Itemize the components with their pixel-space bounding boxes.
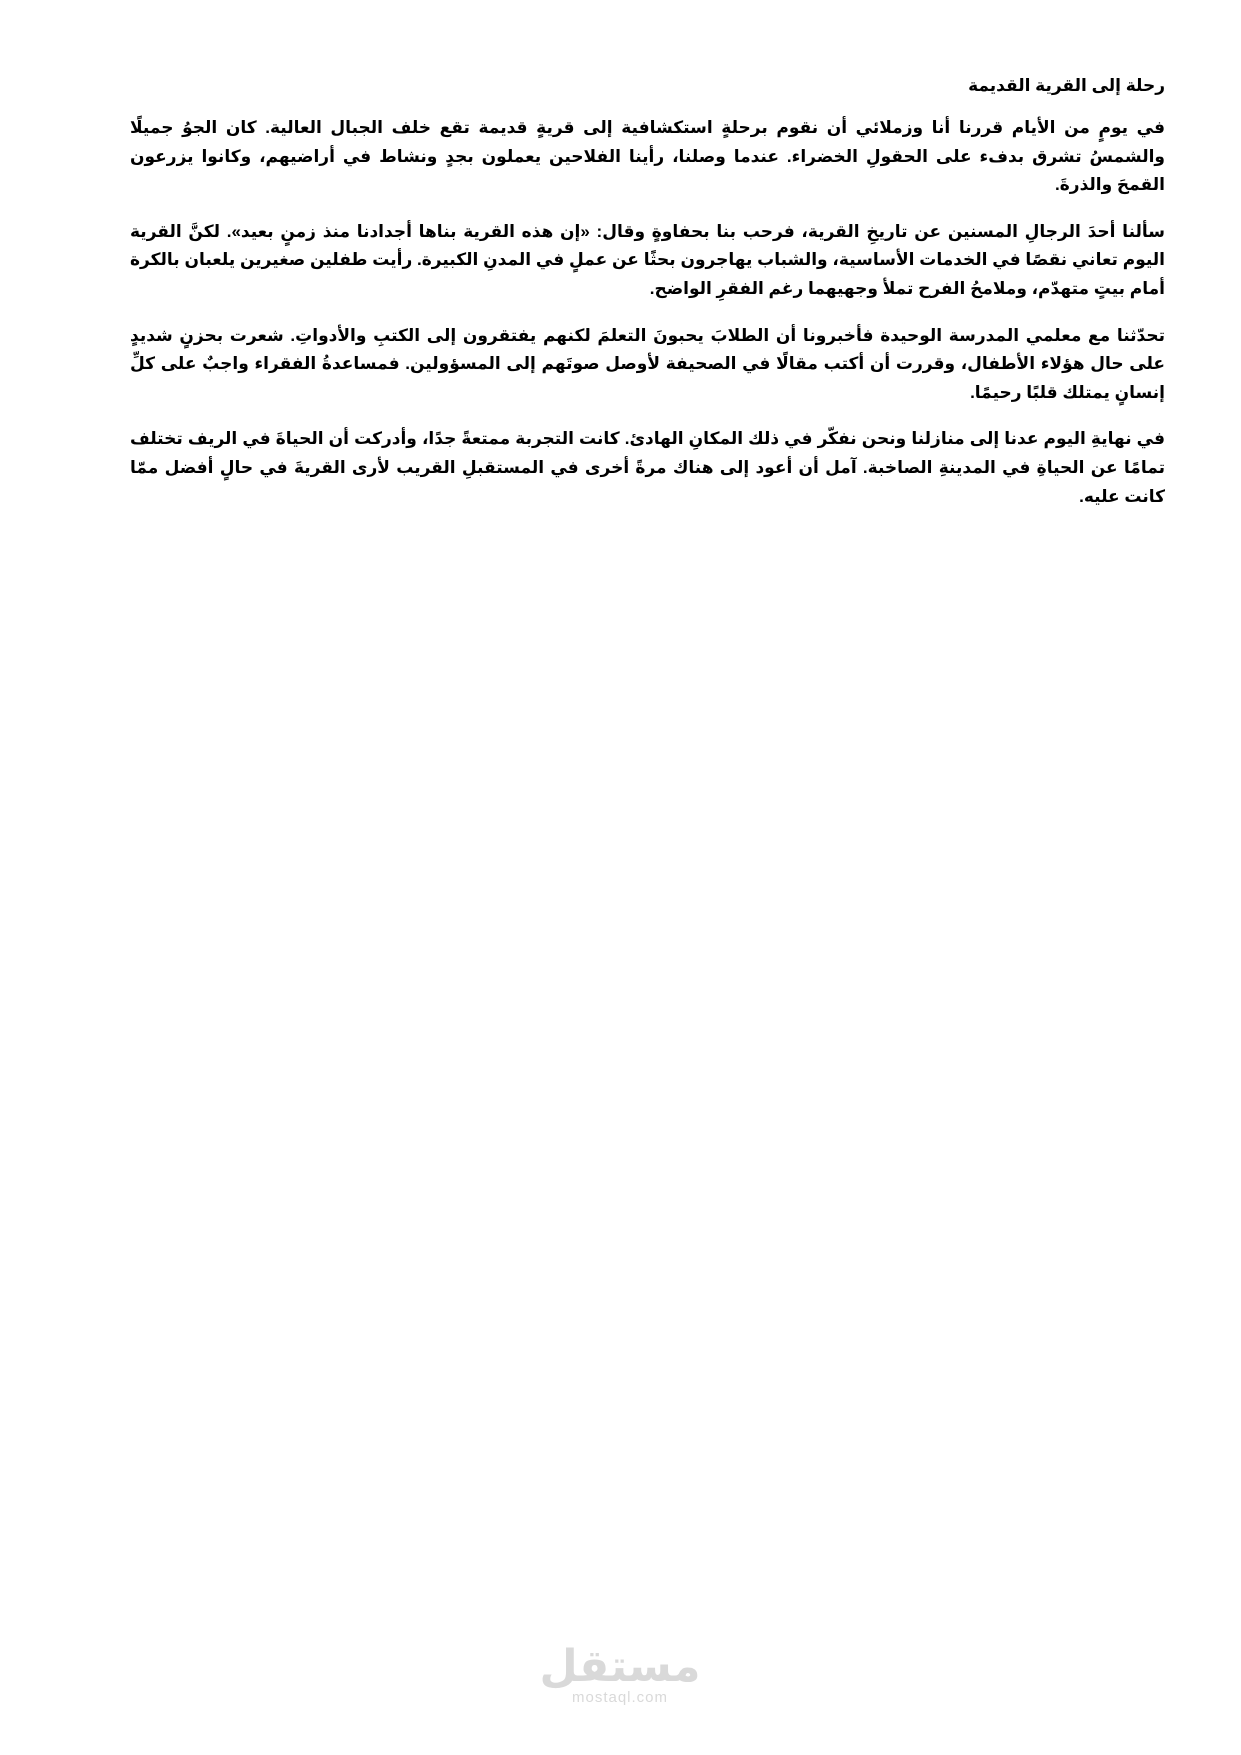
paragraph-3: تحدّثنا مع معلمي المدرسة الوحيدة فأخبرونا أن الطلابَ يحبونَ التعلمَ لكنهم يفتقرون إلى الكتبِ والأدواتِ. شعرت بحزنٍ شديدٍ على حال هؤلاء الأطفال، وقررت أن أكتب مقالًا في الصحيفة لأوصل صوتَهم إلى المسؤولين. فمساعدةُ الفقراء واجبٌ على كلِّ إنسانٍ يمتلك قلبًا رحيمًا.	[130, 325, 1166, 402]
paragraph-2: سألنا أحدَ الرجالِ المسنين عن تاريخِ القرية، فرحب بنا بحفاوةٍ وقال: «إن هذه القرية بناها أجدادنا منذ زمنٍ بعيد». لكنَّ القرية اليوم تعاني نقصًا في الخدمات الأساسية، والشباب يهاجرون بحثًا عن عملٍ في المدنِ الكبيرة. رأيت طفلين صغيرين يلعبان بالكرة أمام بيتٍ متهدّم، وملامحُ الفرح تملأ وجهيهما رغم الفقرِ الواضح.	[130, 221, 1165, 298]
document-title: رحلة إلى القرية القديمة	[968, 76, 1165, 95]
document-body	[130, 72, 1165, 529]
watermark-url: mostaql.com	[571, 1689, 669, 1706]
paragraph-1: في يومٍ من الأيام قررنا أنا وزملائي أن نقوم برحلةٍ استكشافية إلى قريةٍ قديمة تقع خلف الجبال العالية. كان الجوُ جميلًا والشمسُ تشرق بدفء على الحقولِ الخضراء. عندما وصلنا، رأينا الفلاحين يعملون بجدٍ ونشاط في أراضيهم، وكانوا يزرعون القمحَ والذرةَ.	[130, 118, 1165, 195]
watermark	[520, 1642, 720, 1707]
paragraph-4: في نهايةِ اليوم عدنا إلى منازلنا ونحن نفكّر في ذلك المكانِ الهادئ. كانت التجربة ممتعةً جدًا، وأدركت أن الحياةَ في الريف تختلف تمامًا عن الحياةِ في المدينةِ الصاخبة. آمل أن أعود إلى هناك مرةً أخرى في المستقبلِ القريب لأرى القريةَ في حالٍ أفضل ممّا كانت عليه.	[130, 429, 1165, 506]
watermark-logo: مستقل	[539, 1642, 701, 1691]
